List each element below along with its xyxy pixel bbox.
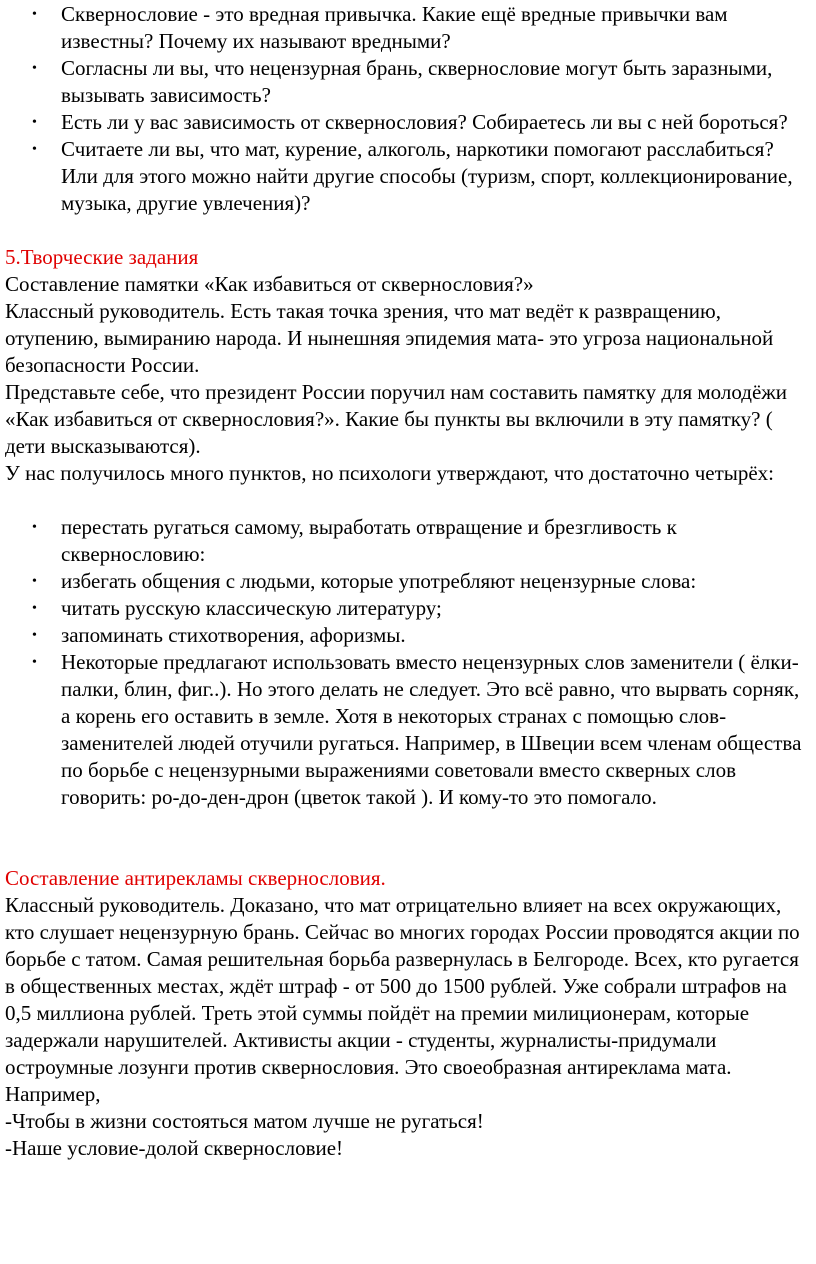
slogan-2: -Наше условие-долой сквернословие! [5,1136,344,1160]
bullet-icon: • [32,655,37,670]
list-item-text: читать русскую классическую литературу; [61,596,442,620]
anti-ad-paragraph: Классный руководитель. Доказано, что мат отрицательно влияет на всех окружающих, кто слушает нецензурную брань. Сейчас во многих городах России проводятся акции по борьбе с татом. Самая решительная борьба развернулась в Белгороде. Всех, кто ругается в общественных местах, ждёт штраф - от 500 до 1500 рублей. Уже собрали штрафов на 0,5 миллиона рублей. Треть этой суммы пойдёт на премии милиционерам, которые задержали нарушителей. Активисты акции - студенты, журналисты-придумали остроумные лозунги против сквернословия. Это своеобразная антиреклама мата. Например, [5,893,800,1106]
president-paragraph: Представьте себе, что президент России поручил нам составить памятку для молодёжи «Как избавиться от сквернословия?». Какие бы пункты вы включили в эту памятку? ( дети высказываются). [5,380,788,458]
list-item-text: Сквернословие - это вредная привычка. Какие ещё вредные привычки вам известны? Почему их называют вредными? [61,2,728,53]
teacher-paragraph: Классный руководитель. Есть такая точка зрения, что мат ведёт к развращению, отупению, вымиранию народа. И нынешняя эпидемия мата- это угроза национальной безопасности России. [5,299,774,377]
bullet-icon: • [32,574,37,589]
list-item [5,109,812,136]
list-item [5,622,812,649]
questions-list [5,1,812,217]
list-item [5,514,812,568]
list-item [5,649,812,811]
list-item-text: Есть ли у вас зависимость от сквернословия? Собираетесь ли вы с ней бороться? [61,110,788,134]
anti-ad-heading: Составление антирекламы сквернословия. [5,866,386,890]
list-item-text: Считаете ли вы, что мат, курение, алкоголь, наркотики помогают расслабиться? Или для этого можно найти другие способы (туризм, спорт, коллекционирование, музыка, другие увлечения)? [61,137,793,215]
spacer [5,487,812,514]
bullet-icon: • [32,520,37,535]
list-item [5,568,812,595]
psychologists-paragraph: У нас получилось много пунктов, но психологи утверждают, что достаточно четырёх: [5,461,775,485]
list-item-text: запоминать стихотворения, афоризмы. [61,623,406,647]
list-item [5,136,812,217]
list-item-text: перестать ругаться самому, выработать отвращение и брезгливость к сквернословию: [61,515,677,566]
bullet-icon: • [32,7,37,22]
bullet-icon: • [32,61,37,76]
memo-title-paragraph: Составление памятки «Как избавиться от сквернословия?» [5,272,534,296]
list-item-text: Согласны ли вы, что нецензурная брань, сквернословие могут быть заразными, вызывать зависимость? [61,56,773,107]
section-5-heading: 5.Творческие задания [5,245,199,269]
list-item [5,595,812,622]
list-item-text: Некоторые предлагают использовать вместо нецензурных слов заменители ( ёлки-палки, блин, фиг..). Но этого делать не следует. Это всё равно, что вырвать сорняк, а корень его оставить в земле. Хотя в некоторых странах с помощью слов-заменителей людей отучили ругаться. Например, в Швеции всем членам общества по борьбе с нецензурными выражениями советовали вместо скверных слов говорить: ро-до-ден-дрон (цветок такой ). И кому-то это помогало. [61,650,802,809]
bullet-icon: • [32,115,37,130]
spacer [5,217,812,244]
memo-list [5,514,812,811]
list-item [5,1,812,55]
list-item-text: избегать общения с людьми, которые употребляют нецензурные слова: [61,569,697,593]
bullet-icon: • [32,142,37,157]
list-item [5,55,812,109]
bullet-icon: • [32,601,37,616]
slogan-1: -Чтобы в жизни состояться матом лучше не ругаться! [5,1109,484,1133]
bullet-icon: • [32,628,37,643]
spacer [5,811,812,865]
